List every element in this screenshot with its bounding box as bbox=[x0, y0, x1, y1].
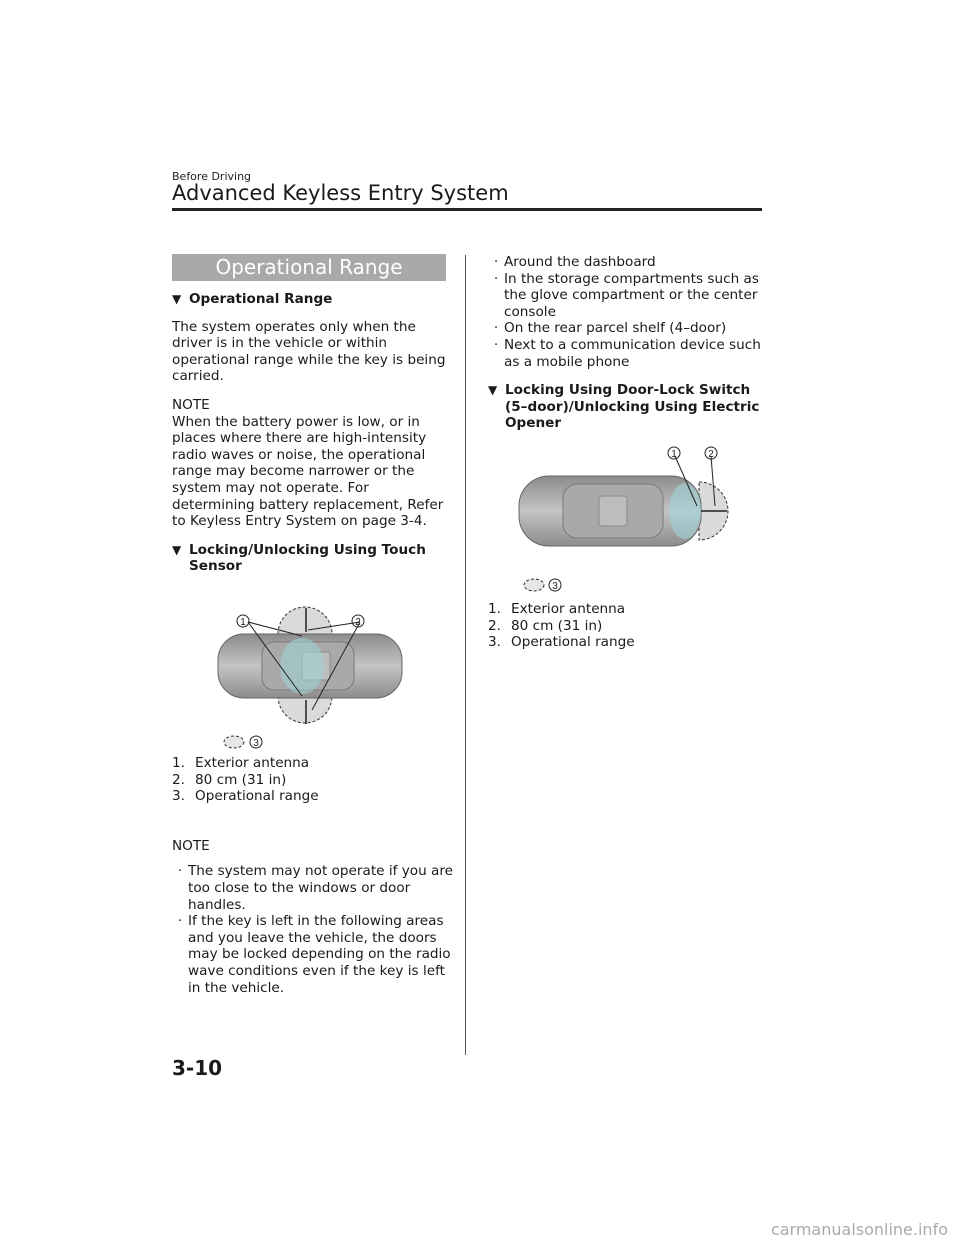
list-item: 3. Operational range bbox=[488, 634, 635, 651]
callout-1-label: 1 bbox=[671, 449, 677, 460]
page-title: Advanced Keyless Entry System bbox=[172, 181, 509, 205]
column-divider bbox=[465, 255, 466, 1055]
range-legend-icon bbox=[524, 579, 544, 591]
list-item: 2. 80 cm (31 in) bbox=[172, 771, 287, 788]
triangle-icon: ▼ bbox=[172, 542, 182, 557]
subheading-touch-sensor: ▼ Locking/Unlocking Using Touch Sensor bbox=[172, 541, 426, 575]
bullet-item: · If the key is left in the following areas and you leave the vehicle, the doors may be locked depending on the radio wave conditions even if the key is left in the vehicle. bbox=[177, 913, 451, 996]
triangle-icon: ▼ bbox=[488, 383, 498, 398]
antenna-glow bbox=[669, 483, 701, 539]
bullet-item: · In the storage compartments such as the glove compartment or the center console bbox=[493, 270, 759, 320]
list-item: 3. Operational range bbox=[172, 788, 319, 805]
left-column bbox=[172, 291, 454, 575]
note-label: NOTE bbox=[172, 396, 210, 413]
note-bullets bbox=[172, 863, 454, 996]
paragraph-operation: The system operates only when the driver is in the vehicle or within operational range while the key is being carried. bbox=[172, 318, 446, 385]
triangle-icon: ▼ bbox=[172, 292, 182, 306]
callout-1-label: 1 bbox=[240, 617, 246, 628]
callout-3-label: 3 bbox=[253, 738, 259, 749]
note-text: When the battery power is low, or in places where there are high-intensity radio waves or noise, the operational range may become narrower or the system may not operate. For determining battery replacement, Refer to Keyless Entry System on page 3-4. bbox=[172, 413, 444, 530]
upper-range-area bbox=[278, 607, 332, 634]
touch-sensor-range-diagram bbox=[210, 600, 410, 752]
page-number: 3-10 bbox=[172, 1056, 223, 1080]
section-banner: Operational Range bbox=[172, 254, 446, 281]
callout-3-label: 3 bbox=[552, 581, 558, 592]
bullet-item: · Around the dashboard bbox=[493, 254, 656, 270]
callout-2-label: 2 bbox=[355, 617, 361, 628]
door-lock-range-diagram bbox=[515, 440, 735, 594]
callout-2-label: 2 bbox=[708, 449, 714, 460]
title-rule bbox=[172, 208, 762, 211]
list-item: 2. 80 cm (31 in) bbox=[488, 617, 603, 634]
sunroof bbox=[599, 496, 627, 526]
bullet-item: · Next to a communication device such as a mobile phone bbox=[493, 336, 761, 370]
figure1-legend bbox=[172, 755, 454, 805]
bullet-item: · On the rear parcel shelf (4–door) bbox=[493, 320, 727, 337]
list-item: 1. Exterior antenna bbox=[488, 601, 626, 617]
antenna-glow bbox=[280, 638, 324, 694]
watermark: carmanualsonline.info bbox=[770, 1220, 948, 1239]
figure2-legend bbox=[488, 601, 764, 651]
lower-range-area bbox=[278, 696, 332, 723]
subheading-operational-range: ▼ Operational Range bbox=[172, 291, 333, 307]
breadcrumb: Before Driving bbox=[172, 170, 252, 183]
right-column-lower bbox=[488, 601, 764, 651]
right-column bbox=[488, 254, 764, 432]
left-column-lower bbox=[172, 755, 454, 996]
list-item: 1. Exterior antenna bbox=[172, 755, 310, 771]
subheading-door-lock-switch: ▼ Locking Using Door-Lock Switch (5–door)/Unlocking Using Electric Opener bbox=[488, 382, 760, 432]
note-label-2: NOTE bbox=[172, 837, 210, 854]
bullet-item: · The system may not operate if you are too close to the windows or door handles. bbox=[177, 863, 453, 913]
range-legend-icon bbox=[224, 736, 244, 748]
